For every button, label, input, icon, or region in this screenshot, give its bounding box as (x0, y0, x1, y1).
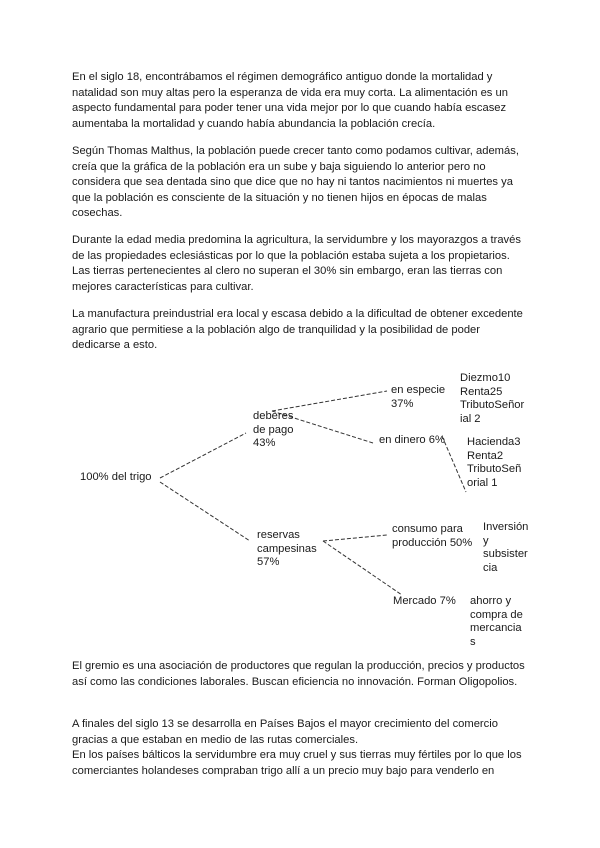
branch-dinero-detalle (442, 436, 466, 492)
paragraph-edad-media: Durante la edad media predomina la agricultura, la servidumbre y los mayorazgos a través de las propiedades eclesiásticas por lo que la población estaba sujeta a los propietarios. Las tierras pertenecientes al clero no superan el 30% sin embargo, eran las tierras con mejores características para cultivar. (72, 234, 521, 293)
node-en-dinero: en dinero 6% (379, 434, 445, 446)
node-mercado: Mercado 7% (393, 595, 456, 607)
node-deberes-de-pago: deberes de pago 43% (253, 410, 294, 449)
paragraph-paises-bajos: A finales del siglo 13 se desarrolla en Países Bajos el mayor crecimiento del comercio gracias a que estaban en medio de las rutas comerciales. En los países bálticos la servidumbre era muy cruel y sus tierras muy fértiles por lo que los comerciantes holandeses compraban trigo allí a un precio muy bajo para venderlo en (72, 718, 522, 777)
branch-deberes-especie (272, 391, 387, 411)
node-mercado-detalle: ahorro y compra de mercancia s (470, 595, 523, 648)
paragraph-regimen-demografico: En el siglo 18, encontrábamos el régimen demográfico antiguo donde la mortalidad y natalidad son muy altas pero la esperanza de vida era muy corta. La alimentación es un aspecto fundamental para poder tener una vida mejor por lo que cuando había escasez aumentaba la mortalidad y cuando había abundancia la población crecía. (72, 71, 508, 130)
node-consumo-detalle: Inversión y subsister cia (483, 521, 529, 574)
branch-reservas-mercado (323, 541, 402, 595)
branch-reservas-consumo (323, 535, 387, 541)
node-consumo-produccion: consumo para producción 50% (392, 523, 473, 549)
branch-root-deberes (160, 433, 246, 478)
node-root: 100% del trigo (80, 471, 152, 483)
node-en-especie: en especie 37% (391, 384, 446, 410)
paragraph-malthus: Según Thomas Malthus, la población puede crecer tanto como podamos cultivar, además, creía que la gráfica de la población era un sube y baja siguiendo lo anterior pero no considera que sea dentada sino que dice que no hay ni tantos nacimientos ni muertes ya que la población es consciente de la situación y no tienen hijos en épocas de malas cosechas. (72, 145, 519, 220)
paragraph-manufactura: La manufactura preindustrial era local y escasa debido a la dificultad de obtener excedente agrario que permitiese a la población algo de tranquilidad y la posibilidad de poder dedicarse a esto. (72, 308, 523, 352)
branch-root-reservas (160, 482, 250, 541)
paragraph-gremio: El gremio es una asociación de productores que regulan la producción, precios y productos así como las condiciones laborales. Buscan eficiencia no innovación. Forman Oligopolios. (72, 660, 525, 688)
node-dinero-detalle: Hacienda3 Renta2 TributoSeñ orial 1 (467, 436, 522, 489)
node-especie-detalle: Diezmo10 Renta25 TributoSeñor ial 2 (460, 372, 525, 425)
node-reservas-campesinas: reservas campesinas 57% (257, 529, 317, 568)
